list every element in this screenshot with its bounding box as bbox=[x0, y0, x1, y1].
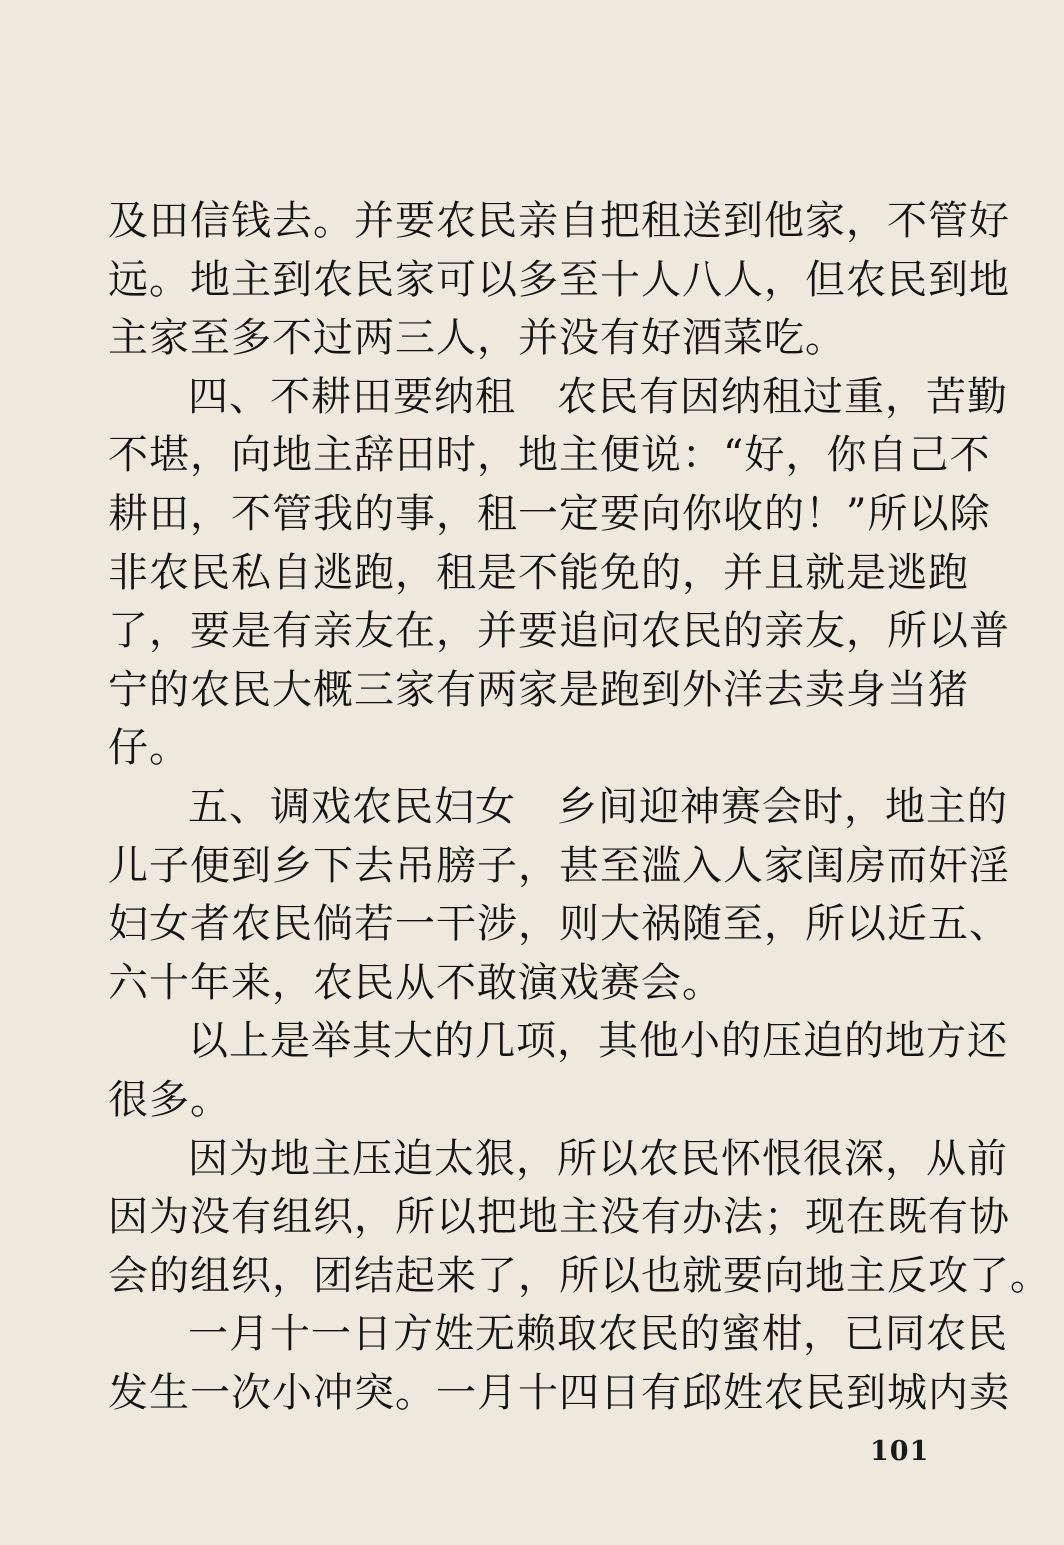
text-line: 五、调戏农民妇女 乡间迎神赛会时，地主的 bbox=[188, 783, 1008, 830]
text-line: 因为地主压迫太狠，所以农民怀恨很深，从前 bbox=[188, 1135, 1008, 1182]
text-line: 因为没有组织，所以把地主没有办法；现在既有协 bbox=[108, 1194, 1010, 1241]
text-line: 非农民私自逃跑，租是不能免的，并且就是逃跑 bbox=[108, 549, 969, 596]
text-line: 四、不耕田要纳租 农民有因纳租过重，苦勤 bbox=[188, 373, 1008, 420]
text-line: 及田信钱去。并要农民亲自把租送到他家，不管好 bbox=[108, 198, 1010, 244]
page-number: 101 bbox=[870, 1436, 930, 1467]
text-line: 妇女者农民倘若一干涉，则大祸随至，所以近五、 bbox=[108, 901, 1010, 948]
text-line: 会的组织，团结起来了，所以也就要向地主反攻了。 bbox=[108, 1252, 1051, 1299]
text-line: 了，要是有亲友在，并要追问农民的亲友，所以普 bbox=[108, 608, 1010, 655]
text-line: 主家至多不过两三人，并没有好酒菜吃。 bbox=[108, 315, 846, 362]
text-line: 很多。 bbox=[108, 1076, 231, 1123]
text-line: 不堪，向地主辞田时，地主便说：“好，你自己不 bbox=[108, 432, 991, 479]
text-line: 仔。 bbox=[108, 725, 190, 772]
body-text bbox=[108, 192, 1051, 1422]
text-line: 耕田，不管我的事，租一定要向你收的！”所以除 bbox=[108, 490, 991, 537]
text-line: 儿子便到乡下去吊膀子，甚至滥入人家闺房而奸淫 bbox=[108, 842, 1010, 889]
text-line: 一月十一日方姓无赖取农民的蜜柑，已同农民 bbox=[188, 1311, 1008, 1358]
text-line: 发生一次小冲突。一月十四日有邱姓农民到城内卖 bbox=[108, 1369, 1010, 1416]
text-line: 宁的农民大概三家有两家是跑到外洋去卖身当猪 bbox=[108, 666, 969, 713]
text-line: 远。地主到农民家可以多至十人八人，但农民到地 bbox=[108, 256, 1010, 303]
text-line: 六十年来，农民从不敢演戏赛会。 bbox=[108, 959, 723, 1006]
text-line: 以上是举其大的几项，其他小的压迫的地方还 bbox=[188, 1018, 1008, 1065]
